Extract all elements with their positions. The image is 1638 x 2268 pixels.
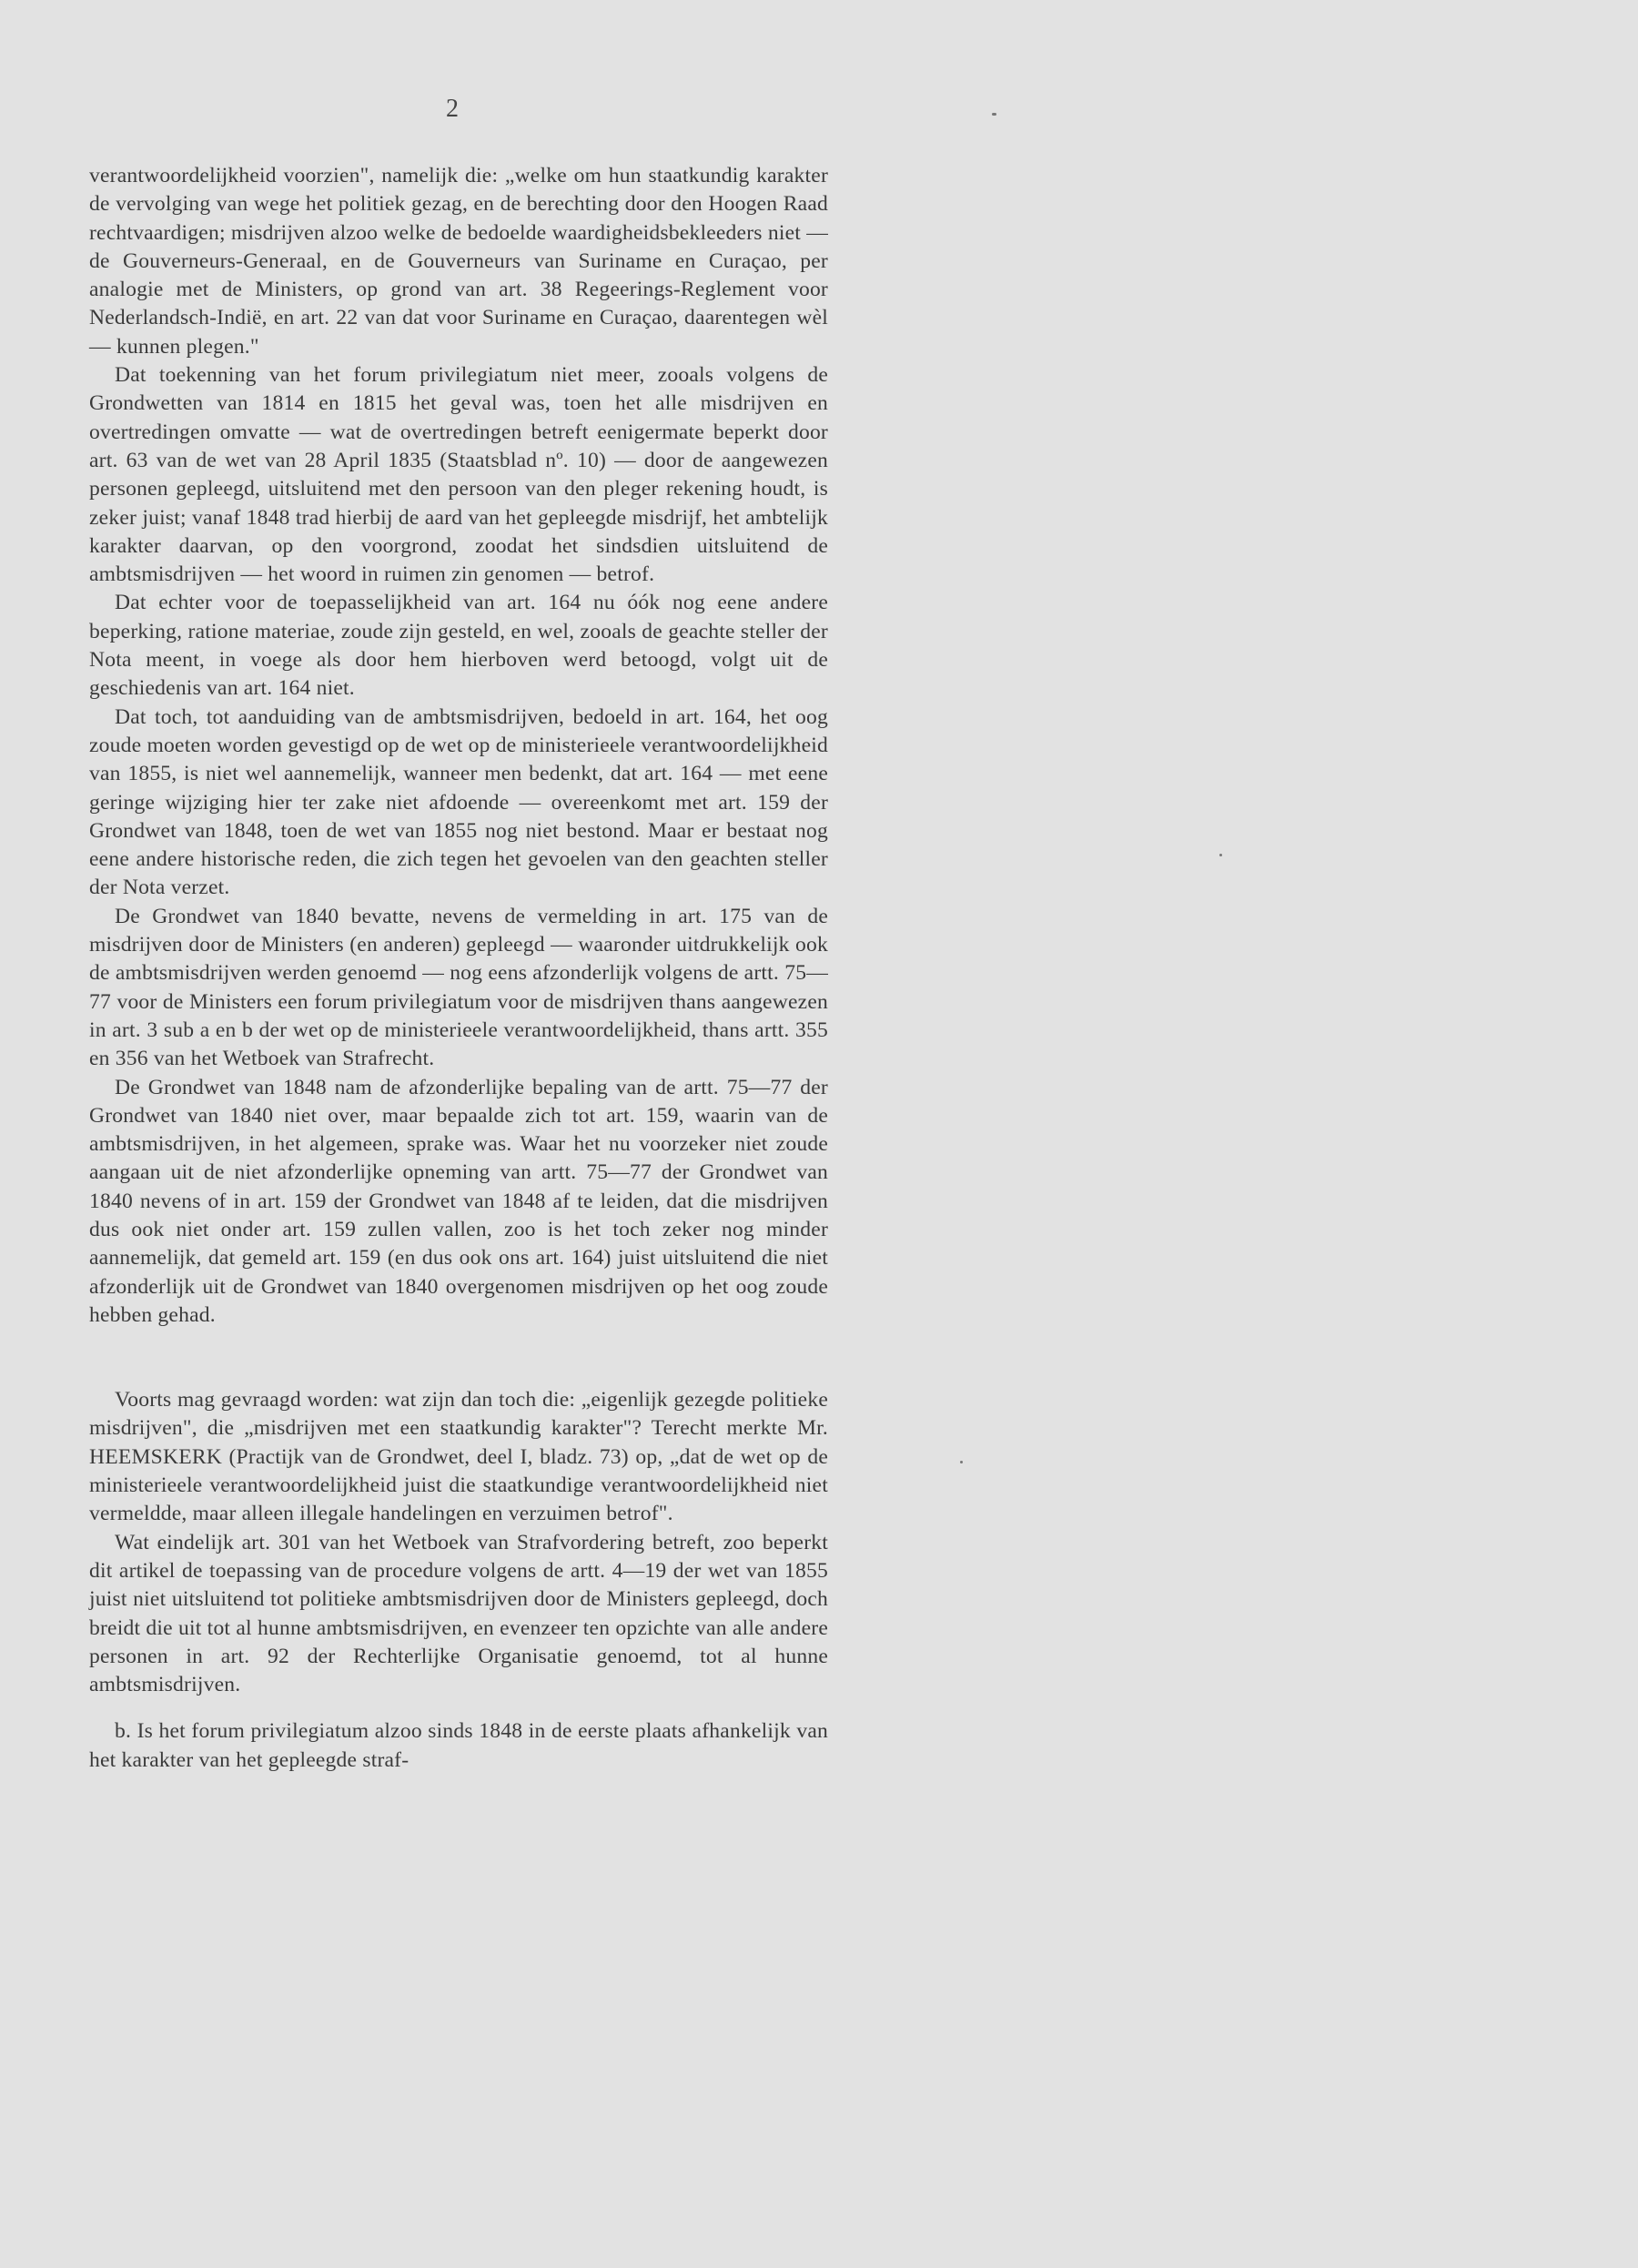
scan-speck xyxy=(960,1461,963,1463)
scan-speck xyxy=(1219,854,1222,856)
text-column xyxy=(89,162,828,1775)
page-number: 2 xyxy=(446,95,459,123)
paragraph-5: De Grondwet van 1840 bevatte, nevens de vermelding in art. 175 van de misdrijven door de Ministers (en anderen) gepleegd — waaronder uitdrukkelijk ook de ambtsmisdrijven werden genoemd — nog eens afzonderlijk volgens de artt. 75—77 voor de Ministers een forum privilegiatum voor de misdrijven thans aangewezen in art. 3 sub a en b der wet op de ministerieele verantwoordelijkheid, thans artt. 355 en 356 van het Wetboek van Strafrecht. xyxy=(89,904,828,1071)
paragraph-7: Voorts mag gevraagd worden: wat zijn dan toch die: „eigenlijk gezegde politieke misdrijven", die „misdrijven met een staatkundig karakter"? Terecht merkte Mr. HEEMSKERK (Practijk van de Grondwet, deel I, bladz. 73) op, „dat de wet op de ministerieele verantwoordelijkheid juist die staatkundige verantwoordelijkheid niet vermeldde, maar alleen illegale handelingen en verzuimen betrof". xyxy=(89,1388,828,1526)
paragraph-2: Dat toekenning van het forum privilegiatum niet meer, zooals volgens de Grondwetten van 1814 en 1815 het geval was, toen het alle misdrijven en overtredingen omvatte — wat de overtredingen betreft eenigermate beperkt door art. 63 van de wet van 28 April 1835 (Staatsblad nº. 10) — door de aangewezen personen gepleegd, uitsluitend met den persoon van den pleger rekening houdt, is zeker juist; vanaf 1848 trad hierbij de aard van het gepleegde misdrijf, het ambtelijk karakter daarvan, op den voorgrond, zoodat het sindsdien uitsluitend de ambtsmisdrijven — het woord in ruimen zin genomen — betrof. xyxy=(89,363,828,587)
paragraph-4: Dat toch, tot aanduiding van de ambtsmisdrijven, bedoeld in art. 164, het oog zoude moeten worden gevestigd op de wet op de ministerieele verantwoordelijkheid van 1855, is niet wel aannemelijk, wanneer men bedenkt, dat art. 164 — met eene geringe wijziging hier ter zake niet afdoende — overeenkomt met art. 159 der Grondwet van 1848, toen de wet van 1855 nog niet bestond. Maar er bestaat nog eene andere historische reden, die zich tegen het gevoelen van den geachten steller der Nota verzet. xyxy=(89,704,828,900)
paragraph-8: Wat eindelijk art. 301 van het Wetboek van Strafvordering betreft, zoo beperkt dit artikel de toepassing van de procedure volgens de artt. 4—19 der wet van 1855 juist niet uitsluitend tot politieke ambtsmisdrijven door de Ministers gepleegd, doch breidt die uit tot al hunne ambtsmisdrijven, en evenzeer ten opzichte van alle andere personen in art. 92 der Rechterlijke Organisatie genoemd, tot al hunne ambtsmisdrijven. xyxy=(89,1530,828,1697)
paragraph-6: De Grondwet van 1848 nam de afzonderlijke bepaling van de artt. 75—77 der Grondwet van 1840 niet over, maar bepaalde zich tot art. 159, waarin van de ambtsmisdrijven, in het algemeen, sprake was. Waar het nu voorzeker niet zoude aangaan uit de niet afzonderlijke opneming van artt. 75—77 der Grondwet van 1840 nevens of in art. 159 der Grondwet van 1848 af te leiden, dat die misdrijven dus ook niet onder art. 159 zullen vallen, zoo is het toch zeker nog minder aannemelijk, dat gemeld art. 159 (en dus ook ons art. 164) juist uitsluitend die niet afzonderlijk uit de Grondwet van 1840 overgenomen misdrijven op het oog zoude hebben gehad. xyxy=(89,1075,828,1327)
paragraph-3: Dat echter voor de toepasselijkheid van art. 164 nu óók nog eene andere beperking, ratione materiae, zoude zijn gesteld, en wel, zooals de geachte steller der Nota meent, in voege als door hem hierboven werd betoogd, volgt uit de geschiedenis van art. 164 niet. xyxy=(89,591,828,701)
paragraph-1: verantwoordelijkheid voorzien", namelijk die: „welke om hun staatkundig karakter de vervolging van wege het politiek gezag, en de berechting door den Hoogen Raad rechtvaardigen; misdrijven alzoo welke de bedoelde waardigheidsbekleeders niet — de Gouverneurs-Generaal, en de Gouverneurs van Suriname en Curaçao, per analogie met de Ministers, op grond van art. 38 Regeerings-Reglement voor Nederlandsch-Indië, en art. 22 van dat voor Suriname en Curaçao, daarentegen wèl — kunnen plegen." xyxy=(89,164,828,359)
scan-speck xyxy=(992,113,996,116)
paragraph-9: b. Is het forum privilegiatum alzoo sinds 1848 in de eerste plaats afhankelijk van het karakter van het gepleegde straf- xyxy=(89,1719,828,1772)
